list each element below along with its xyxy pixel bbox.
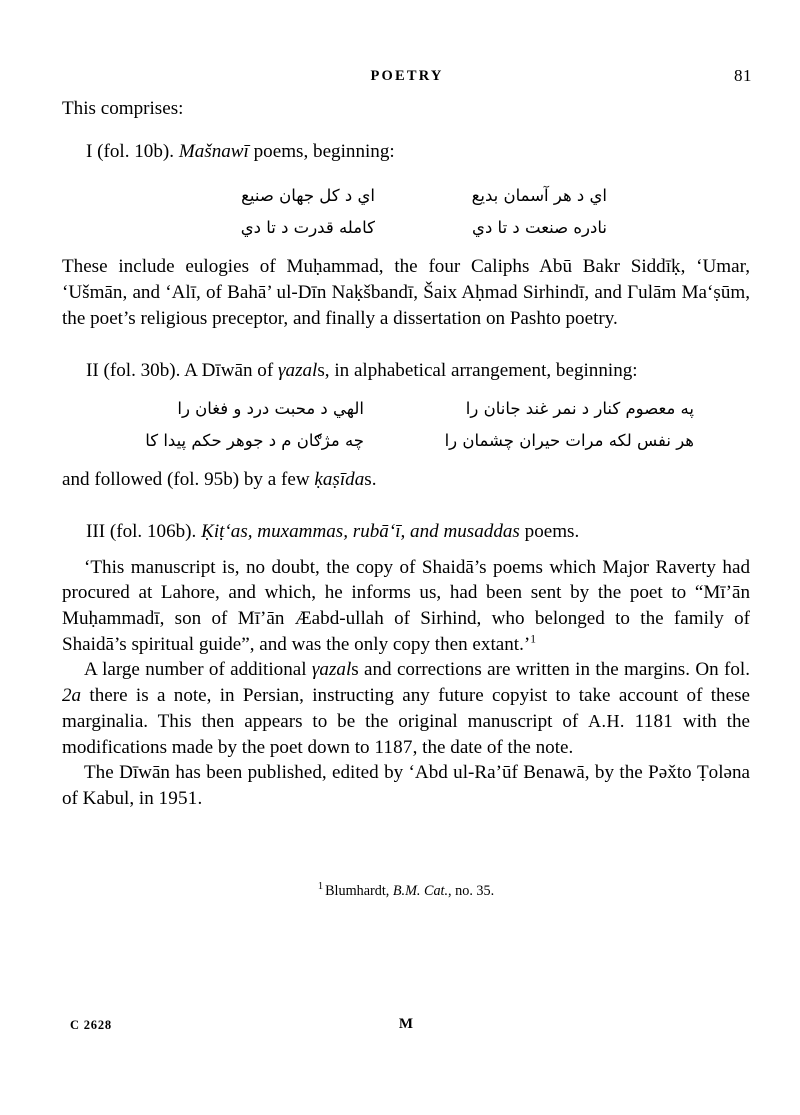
page-footer (62, 1018, 750, 1038)
section-iii-number: III (86, 520, 106, 542)
paragraph-after-verse-ii (62, 467, 750, 493)
section-ii-number: II (86, 359, 99, 381)
hemistich-right: الهي د محبت درد و فغان را (177, 399, 364, 419)
running-head (62, 68, 752, 90)
footnote-marker: 1 (317, 881, 324, 893)
marginalia-part3: there is a note, in Persian, instructing any future copyist to take account of these marginalia. This then appears to be the original manuscript of (62, 685, 750, 732)
paragraph-eulogies: These include eulogies of Muḥammad, the four Caliphs Abū Bakr Siddīḳ, ‘Umar, ‘Ušmān, and ‘Alī, of Bahā’ ul-Dīn Naḳšbandī, Šaix Aḥmad Sirhindī, and Γulām Ma‘ṣūm, the poet’s religious preceptor, and finally a dissertation on Pashto poetry. (62, 256, 750, 329)
section-ii-text-after: s, in alphabetical arrangement, beginning: (317, 359, 638, 381)
published-part1: The Dīwān has been published, edited by ‘Abd ul-Ra’ūf Benawā, by the Pəx̌to Ṭoləna of Kabul, in (62, 762, 750, 809)
year-end: 1187 (374, 736, 413, 758)
spacer (62, 545, 750, 555)
marginalia-part5: , the date of the note. (412, 736, 574, 758)
marginalia-part4: with the modifications made by the poet down to (62, 710, 751, 758)
quotation-text: ‘This manuscript is, no doubt, the copy of Shaidā’s poems which Major Raverty had procured at Lahore, and which, he informs us, had been sent by the poet to “Mī’ān Muḥammadī, son of Mī’ān Æabd-ullah of Sirhind, who belonged to the family of Shaidā’s spiritual guide”, and was the only copy then extant.’ (62, 556, 750, 655)
section-ii-genre: γazal (278, 359, 318, 381)
footnote-title: B.M. Cat. (392, 883, 449, 899)
year-ah: 1181 (634, 710, 673, 732)
spacer (62, 457, 750, 467)
footnote (62, 882, 750, 901)
section-i-folio: fol. 10b (103, 140, 163, 162)
hemistich-right: کامله قدرت د تا دي (240, 218, 375, 238)
section-i-number: I (86, 140, 93, 162)
after-verse-text-after: s. (364, 469, 377, 491)
marginalia-part1: A large number of additional (84, 659, 307, 681)
body-text (62, 96, 750, 812)
press-mark: C 2628 (70, 1018, 112, 1032)
page-number: 81 (734, 66, 752, 85)
page-title: POETRY (370, 68, 444, 84)
hemistich-right: اي د کل جهان صنيع (241, 186, 375, 206)
marginalia-genre: γazal (311, 659, 352, 681)
verse-line (62, 393, 750, 425)
spacer (62, 493, 750, 519)
signature-mark: M (398, 1016, 414, 1032)
verse-block-i (62, 180, 750, 244)
section-i-genre: Mašnawī (178, 140, 249, 162)
paragraph-quotation (62, 555, 750, 658)
hemistich-left: هر نفس لکه مرات حيران چشمان را (444, 431, 694, 451)
verse-line (62, 425, 750, 457)
era-label: A.H. (588, 710, 625, 731)
footnote-marker-inline: 1 (530, 633, 536, 646)
verse-line (62, 212, 750, 244)
section-i-trailing: poems, beginning: (253, 140, 395, 162)
marginalia-part2: s and corrections are written in the margins. On fol. (351, 659, 751, 681)
published-part2: . (197, 787, 203, 809)
footnote-author: Blumhardt, (325, 883, 390, 899)
section-heading-i: I (fol. 10b). Mašnawī poems, beginning: (86, 140, 395, 162)
hemistich-left: اي د هر آسمان بديع (471, 186, 607, 206)
section-ii-text-before: A Dīwān of (184, 359, 274, 381)
verse-block-ii (62, 393, 750, 457)
section-heading-ii: II (fol. 30b). A Dīwān of γazals, in alphabetical arrangement, beginning: (86, 359, 638, 381)
marginalia-folio: 2a (62, 685, 82, 707)
section-iii-folio: fol. 106b (116, 520, 186, 542)
paragraph-published (62, 760, 750, 811)
spacer (62, 122, 750, 139)
section-iii-genres: Ḳiṭ‘as, muxammas, rubā‘ī, and musaddas (201, 520, 520, 542)
section-heading-iii: III (fol. 106b). Ḳiṭ‘as, muxammas, rubā‘ī, and musaddas poems. (86, 520, 580, 542)
publication-year: 1951 (158, 787, 198, 809)
intro-line: This comprises: (62, 98, 184, 119)
spacer (62, 332, 750, 358)
hemistich-right: چه مژګان م د جوهر حکم پيدا کا (145, 431, 364, 451)
after-verse-text-before: and followed (fol. 95b) by a few (62, 469, 310, 491)
spacer (62, 244, 750, 254)
section-iii-trailing: poems. (524, 520, 580, 542)
hemistich-left: په معصوم کنار د نمر غند جانان را (465, 399, 694, 419)
paragraph-marginalia (62, 657, 750, 760)
verse-line (62, 180, 750, 212)
section-ii-folio: fol. 30b (109, 359, 170, 381)
hemistich-left: نادره صنعت د تا دي (472, 218, 607, 238)
after-verse-genre: ḳaṣīda (314, 469, 365, 491)
footnote-reference: , no. 35. (448, 883, 495, 899)
